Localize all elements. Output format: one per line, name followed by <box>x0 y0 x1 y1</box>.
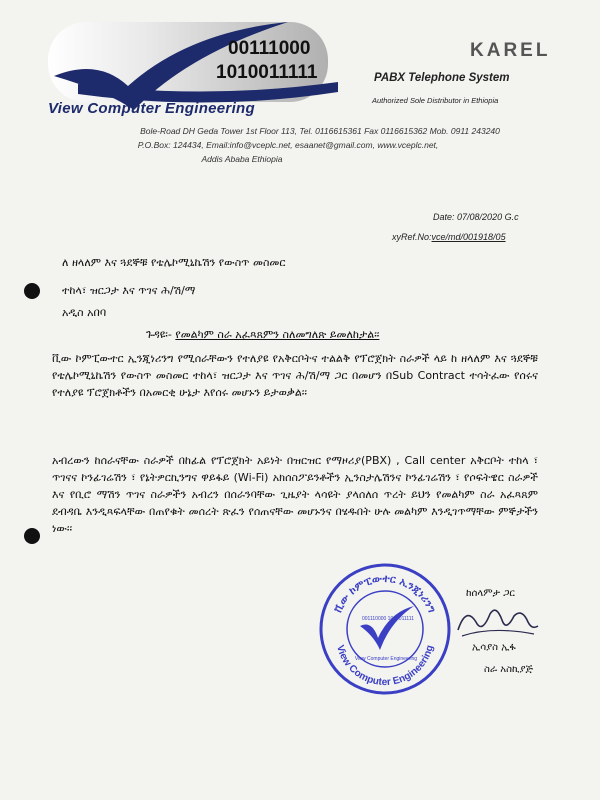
company-name: View Computer Engineering <box>48 100 255 117</box>
date-value: 07/08/2020 G.c <box>457 212 519 222</box>
subject-label: ጉዳዩ፡- <box>146 328 172 341</box>
address-line-2: P.O.Box: 124434, Email:info@vceplc.net, esaanet@gmail.com, www.vceplc.net, <box>137 140 439 150</box>
address-line-1: Bole-Road DH Geda Tower 1st Floor 113, Tel. 0116615361 Fax 0116615362 Mob. 0911 243240 <box>140 126 500 136</box>
karel-logo: KAREL <box>470 40 551 61</box>
reference-line <box>392 232 506 242</box>
stamp-center-name: View Computer Engineering <box>354 656 418 662</box>
ref-label: xyRef.No: <box>392 232 432 242</box>
signer-title: ስራ አስኪያጅ <box>484 664 534 675</box>
ref-value: vce/md/001918/05 <box>431 232 506 242</box>
recipient-line-1: ለ ዘላለም እና ጓደኞቹ የቴሌኮሚኒኬሽን የውስጥ መስመር <box>62 256 286 269</box>
punch-hole <box>24 283 40 299</box>
company-stamp <box>318 562 452 696</box>
date-label: Date: <box>433 212 455 222</box>
signer-name: ኢሳያስ ኢፋ <box>472 642 516 653</box>
stamp-top-path: ቪው ኮምፒውተር ኢንጂነሪንግ <box>332 572 438 615</box>
closing-regards: ከሰላምታ ጋር <box>466 588 515 599</box>
logo-digits-2: 1010011111 <box>216 62 318 83</box>
subject-line <box>146 328 379 342</box>
body-paragraph-1: ቪው ኮምፒውተር ኢንጂነሪንግ የሚሰራቸውን የተለያዩ የአቅርቦትና ተልልቅ የፕሮጀክት ስራዎች ላይ ከ ዘላለም እና ጓደኞቹ የቴሌኮሚኒኬሽን የውስጥ መስመር ተከላ፣ ዝርጋታ እና ጥገና ሕ/ሽ/ማ ጋር በመሆን በSub Contract ተሳትፈው የሰሩና የተለያዩ ፕሮጀክቶችን በአመርቂ ሁኔታ እየሰሩ መሆኑን ይታወቃል፡፡ <box>52 352 538 399</box>
signature <box>452 600 542 644</box>
address-line-3: Addis Ababa Ethiopia <box>201 154 283 164</box>
punch-hole <box>24 528 40 544</box>
stamp-top-text <box>331 573 438 616</box>
recipient-line-3: አዲስ አበባ <box>62 306 107 319</box>
recipient-line-2: ተከላ፣ ዝርጋታ እና ጥገና ሕ/ሽ/ማ <box>62 284 196 297</box>
distributor-line: Authorized Sole Distributor in Ethiopia <box>372 96 499 105</box>
logo-digits-1: 00111000 <box>228 38 311 59</box>
partner-line: PABX Telephone System <box>374 72 510 84</box>
stamp-bottom-path: View Computer Engineering <box>334 643 436 689</box>
date-line <box>433 212 519 222</box>
subject-text: የመልካም ስራ አፈጻጸምን ስለመግለጽ ይመለከታል፡፡ <box>175 328 380 341</box>
body-paragraph-2: አብረውን ከሰራናቸው ስራዎች በከፊል የፕሮጀክት አይነት በዝርዝር የማዞሪያ(PBX) , Call center አቅርቦት ተከላ ፣ ጥገናና ኮንፊገሬሽን ፣ የኔትዎርኪንግና ዋይፋይ (Wi-Fi) አክሰስፖይንቶችን ኢንስታሌሽንና ኮንፊገሬሽን ፣ የሶፍትዌር ስራዎች እና የቢሮ ማሽን ጥገና ስራዎችን አብረን በሰራንባቸው ጊዜያት ላሳዩት ያላሰለሰ ጥረት ይህን የመልካም ስራ አፈጻጸም ደብዳቤ እንዲጻፍላቸው በጠየቁት መሰረት ጽፈን የሰጠናቸው መሆኑንና በሄዱበት ሁሉ መልካም እንዲገጥማቸው ምኞታችን ነው፡፡ <box>52 454 538 535</box>
stamp-center-digits: 001110000 1010011111 <box>362 616 414 622</box>
